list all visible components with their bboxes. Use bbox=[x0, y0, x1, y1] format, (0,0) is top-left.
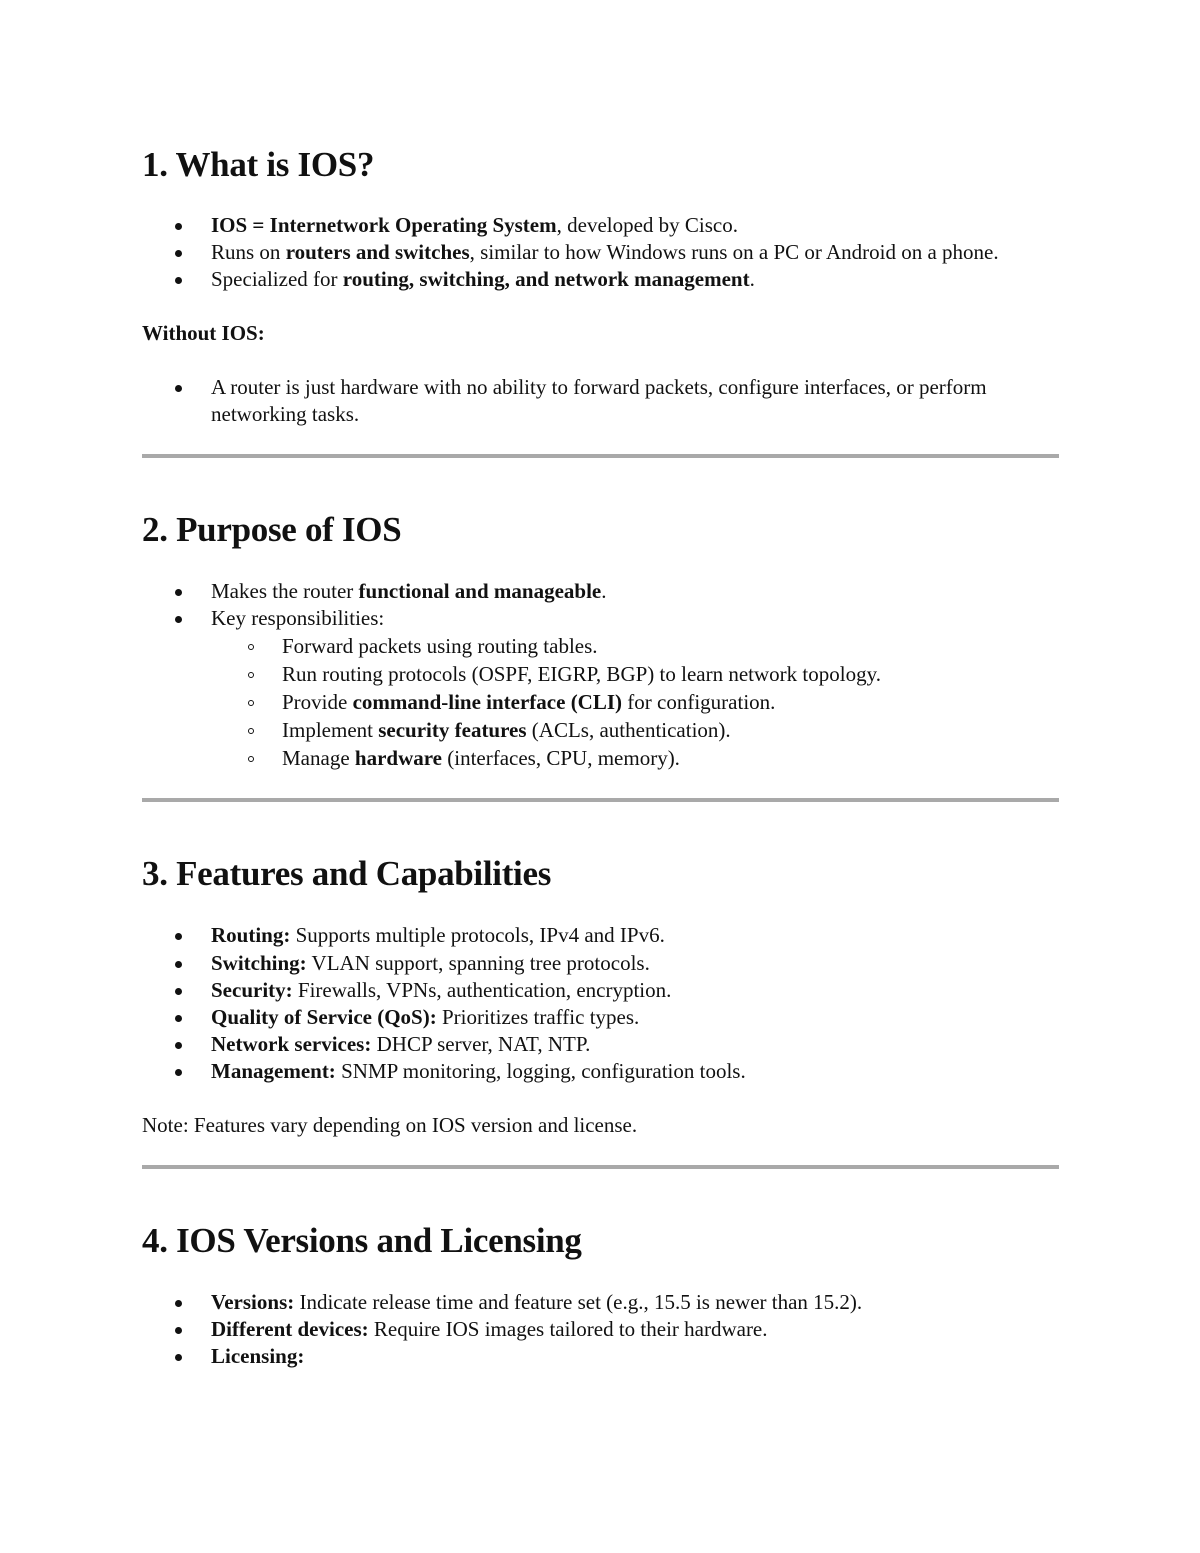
bold-text: Versions: bbox=[211, 1289, 295, 1314]
divider bbox=[142, 1165, 1059, 1169]
bold-text: routers and switches bbox=[285, 240, 470, 265]
circle-bullet-icon bbox=[248, 672, 254, 678]
list-item bbox=[142, 1004, 1059, 1031]
circle-bullet-icon bbox=[248, 728, 254, 734]
bold-text: command-line interface (CLI) bbox=[352, 690, 623, 715]
list-item bbox=[142, 605, 1059, 772]
bold-text: Licensing: bbox=[211, 1344, 305, 1369]
bullet-icon bbox=[175, 277, 182, 284]
item-text: DHCP server, NAT, NTP. bbox=[371, 1032, 591, 1057]
bullet-icon bbox=[175, 961, 182, 968]
list-item bbox=[142, 374, 1059, 428]
bullet-icon bbox=[175, 1354, 182, 1361]
item-text: Forward packets using routing tables. bbox=[282, 634, 598, 659]
item-text: , developed by Cisco. bbox=[556, 213, 739, 237]
item-text: . bbox=[749, 267, 755, 292]
bold-text: hardware bbox=[354, 746, 442, 771]
bullet-icon bbox=[175, 385, 182, 392]
section-heading: 1. What is IOS? bbox=[142, 145, 375, 184]
item-text: . bbox=[601, 579, 607, 604]
bullet-icon bbox=[175, 1300, 182, 1307]
section-heading: 3. Features and Capabilities bbox=[142, 854, 552, 894]
bullet-icon bbox=[175, 1069, 182, 1076]
item-text: SNMP monitoring, logging, configuration tools. bbox=[335, 1059, 746, 1084]
item-text: Supports multiple protocols, IPv4 and IPv6. bbox=[290, 923, 665, 948]
bold-text: Switching: bbox=[211, 950, 307, 975]
bullet-icon bbox=[175, 933, 182, 940]
list-item bbox=[142, 1343, 1059, 1370]
bold-text: functional and manageable bbox=[358, 579, 602, 604]
list-item bbox=[142, 266, 1059, 293]
item-text: Firewalls, VPNs, authentication, encryption. bbox=[292, 977, 672, 1002]
bold-text: security features bbox=[378, 718, 527, 743]
item-text: , similar to how Windows runs on a PC or Android on a phone. bbox=[469, 240, 999, 265]
list-item bbox=[142, 1289, 1059, 1316]
bold-text: IOS = Internetwork Operating System bbox=[211, 213, 557, 237]
item-text: Manage bbox=[282, 746, 355, 771]
divider bbox=[142, 798, 1059, 802]
bold-text: Different devices: bbox=[211, 1316, 369, 1341]
bullet-icon bbox=[175, 1015, 182, 1022]
list-item bbox=[142, 922, 1059, 949]
section-purpose-of-ios bbox=[142, 508, 1059, 772]
sub-list bbox=[211, 632, 1059, 772]
bullet-list bbox=[142, 374, 1059, 428]
item-text: for configuration. bbox=[622, 690, 776, 715]
item-text: Runs on bbox=[211, 240, 286, 265]
without-ios-label-para bbox=[142, 320, 1059, 347]
bullet-list bbox=[142, 212, 1059, 294]
features-note: Note: Features vary depending on IOS version and license. bbox=[142, 1112, 638, 1137]
item-text: Key responsibilities: bbox=[211, 606, 385, 631]
section-heading: 2. Purpose of IOS bbox=[142, 510, 402, 550]
item-text: Indicate release time and feature set (e.g., 15.5 is newer than 15.2). bbox=[294, 1289, 863, 1314]
list-item bbox=[142, 239, 1059, 266]
item-text: Makes the router bbox=[211, 579, 359, 604]
sub-list-item bbox=[211, 688, 1059, 716]
bold-text: Network services: bbox=[211, 1032, 372, 1057]
list-item bbox=[142, 950, 1059, 977]
bullet-icon bbox=[175, 223, 182, 230]
list-item bbox=[142, 1316, 1059, 1343]
section-features-and-capabilities bbox=[142, 852, 1059, 1138]
sub-list-item bbox=[211, 716, 1059, 744]
bold-text: Routing: bbox=[211, 923, 291, 948]
item-text: Specialized for bbox=[211, 267, 343, 292]
bold-text: Quality of Service (QoS): bbox=[211, 1005, 437, 1030]
list-item bbox=[142, 212, 1059, 239]
sub-list-item bbox=[211, 660, 1059, 688]
bullet-icon bbox=[175, 616, 182, 623]
item-text: Run routing protocols (OSPF, EIGRP, BGP) to learn network topology. bbox=[282, 662, 881, 687]
item-text: (ACLs, authentication). bbox=[526, 718, 731, 743]
section-ios-versions-and-licensing bbox=[142, 1219, 1059, 1371]
bullet-icon bbox=[175, 988, 182, 995]
item-text: Implement bbox=[282, 718, 379, 743]
circle-bullet-icon bbox=[248, 700, 254, 706]
circle-bullet-icon bbox=[248, 644, 254, 650]
bold-text: Management: bbox=[211, 1059, 336, 1084]
item-text: Require IOS images tailored to their hardware. bbox=[368, 1316, 768, 1341]
without-ios-label: Without IOS: bbox=[142, 320, 265, 345]
sub-list-item bbox=[211, 744, 1059, 772]
bullet-icon bbox=[175, 589, 182, 596]
list-item bbox=[142, 578, 1059, 605]
item-text: Prioritizes traffic types. bbox=[436, 1005, 640, 1030]
bold-text: routing, switching, and network management bbox=[342, 267, 750, 292]
list-item bbox=[142, 977, 1059, 1004]
item-text: VLAN support, spanning tree protocols. bbox=[306, 950, 650, 975]
document-page bbox=[142, 140, 1059, 1370]
item-text: A router is just hardware with no ability to forward packets, configure interfaces, or perform networking tasks. bbox=[211, 374, 987, 426]
list-item bbox=[142, 1031, 1059, 1058]
divider bbox=[142, 454, 1059, 458]
circle-bullet-icon bbox=[248, 756, 254, 762]
section-heading: 4. IOS Versions and Licensing bbox=[142, 1220, 582, 1260]
bullet-list bbox=[142, 1289, 1059, 1371]
sub-list-item bbox=[211, 632, 1059, 660]
bullet-list bbox=[142, 922, 1059, 1085]
list-item bbox=[142, 1058, 1059, 1085]
item-text: Provide bbox=[282, 690, 353, 715]
bullet-icon bbox=[175, 1042, 182, 1049]
bold-text: Security: bbox=[211, 977, 293, 1002]
bullet-icon bbox=[175, 1327, 182, 1334]
bullet-icon bbox=[175, 250, 182, 257]
item-text: (interfaces, CPU, memory). bbox=[442, 746, 680, 771]
bullet-list bbox=[142, 578, 1059, 772]
section-what-is-ios bbox=[142, 143, 1059, 428]
